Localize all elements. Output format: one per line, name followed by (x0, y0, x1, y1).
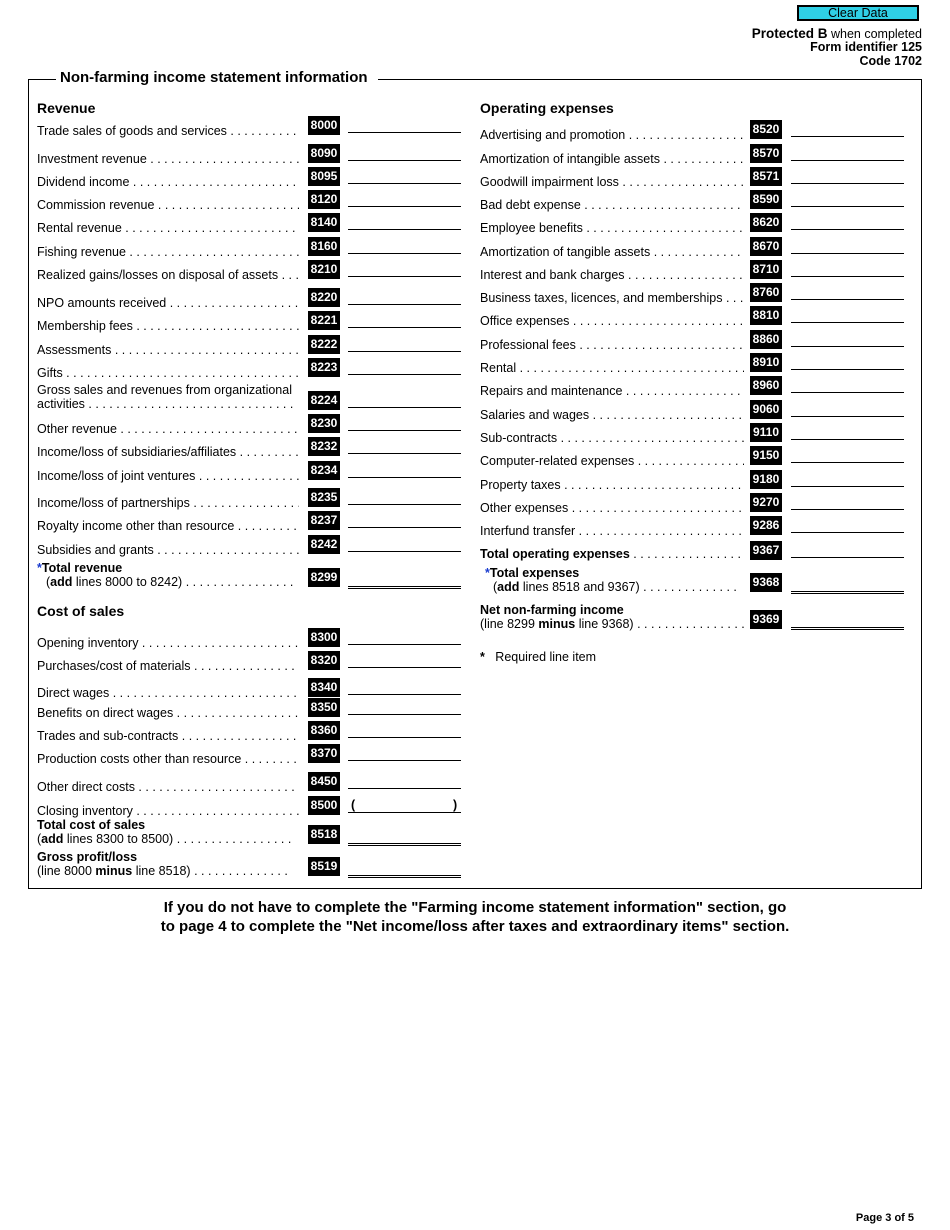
total-cost-lines: lines 8300 to 8500) (66, 832, 174, 846)
row-label-8090: Investment revenue . . . (37, 152, 299, 166)
total-revenue-label: *Total revenue (add lines 8000 to 8242) . . . . . . . . . . . . . . . . (37, 561, 294, 589)
row-label-8910: Rental . . . (480, 361, 744, 375)
row-label-8095: Dividend income . . . (37, 175, 299, 189)
net-income-text: Net non-farming income (480, 603, 624, 617)
row-label-8350: Benefits on direct wages . . . (37, 706, 299, 720)
total-operating-field[interactable] (791, 557, 904, 558)
required-star: * (485, 566, 490, 580)
code-8224: 8224 (308, 391, 340, 410)
code-8960: 8960 (750, 376, 782, 395)
required-star: * (37, 561, 42, 575)
field-8230[interactable] (348, 430, 461, 431)
field-8235[interactable] (348, 504, 461, 505)
field-8960[interactable] (791, 392, 904, 393)
code-9369: 9369 (750, 610, 782, 629)
form-code: Code 1702 (859, 54, 922, 68)
revenue-heading: Revenue (37, 100, 96, 116)
code-8320: 8320 (308, 651, 340, 670)
field-8710[interactable] (791, 276, 904, 277)
field-8810[interactable] (791, 322, 904, 323)
field-8120[interactable] (348, 206, 461, 207)
dot-leader: . . . . . . . . . . . . . . . . (633, 547, 741, 561)
field-8760[interactable] (791, 299, 904, 300)
row-label-8670: Amortization of tangible assets . . . (480, 245, 744, 259)
asterisk: * (480, 650, 485, 664)
code-8670: 8670 (750, 237, 782, 256)
row-label-8221: Membership fees . . . (37, 319, 299, 333)
field-9110[interactable] (791, 439, 904, 440)
row-label-8000: Trade sales of goods and services . . . (37, 124, 299, 138)
required-note-text: Required line item (495, 650, 597, 664)
code-8232: 8232 (308, 437, 340, 456)
field-8222[interactable] (348, 351, 461, 352)
open-paren: ( (351, 798, 356, 812)
field-8242[interactable] (348, 551, 461, 552)
code-8710: 8710 (750, 260, 782, 279)
code-9368: 9368 (750, 573, 782, 592)
net-income-label (480, 603, 745, 631)
field-8160[interactable] (348, 253, 461, 254)
field-9060[interactable] (791, 416, 904, 417)
field-8570[interactable] (791, 160, 904, 161)
row-label-8620: Employee benefits . . . (480, 221, 744, 235)
row-label-8242: Subsidies and grants . . . (37, 543, 299, 557)
gross-profit-label (37, 850, 288, 878)
row-label-8223: Gifts . . . (37, 366, 299, 380)
field-8210[interactable] (348, 276, 461, 277)
total-expenses-lines: lines 8518 and 9367) (522, 580, 640, 594)
row-label-8140: Rental revenue . . . (37, 221, 299, 235)
protected-text: Protected B (751, 26, 828, 41)
total-revenue-field[interactable] (348, 586, 461, 589)
protected-b-label (752, 26, 922, 41)
total-cost-of-sales-label: Total cost of sales (add lines 8300 to 8500) . . . . . . . . . . . . . . . . . (37, 818, 292, 846)
add-word: add (41, 832, 64, 846)
row-label-9150: Computer-related expenses . . . (480, 454, 744, 468)
net-post: line 9368) (578, 617, 634, 631)
field-8000[interactable] (348, 132, 461, 133)
code-9270: 9270 (750, 493, 782, 512)
field-8590[interactable] (791, 206, 904, 207)
field-8223[interactable] (348, 374, 461, 375)
dot-leader: . . . . . . . . . . . . . . . . (637, 617, 745, 631)
code-8370: 8370 (308, 744, 340, 763)
total-operating-text: Total operating expenses (480, 547, 630, 561)
add-word: add (497, 580, 520, 594)
code-9180: 9180 (750, 470, 782, 489)
code-9286: 9286 (750, 516, 782, 535)
clear-data-button[interactable]: Clear Data (797, 5, 919, 21)
row-label-8570: Amortization of intangible assets . . . (480, 152, 744, 166)
code-8340: 8340 (308, 678, 340, 697)
row-label-8360: Trades and sub-contracts . . . (37, 729, 299, 743)
code-8220: 8220 (308, 288, 340, 307)
code-9060: 9060 (750, 400, 782, 419)
field-9270[interactable] (791, 509, 904, 510)
code-8910: 8910 (750, 353, 782, 372)
field-8360[interactable] (348, 737, 461, 738)
required-note (480, 650, 596, 664)
field-8095[interactable] (348, 183, 461, 184)
code-8242: 8242 (308, 535, 340, 554)
row-label-8370: Production costs other than resource . . . (37, 752, 299, 766)
dot-leader: . . . . . . . . . . . . . . (194, 864, 288, 878)
row-label-8210: Realized gains/losses on disposal of assets . . . (37, 268, 299, 282)
field-9286[interactable] (791, 532, 904, 533)
code-8300: 8300 (308, 628, 340, 647)
code-9367: 9367 (750, 541, 782, 560)
code-8520: 8520 (750, 120, 782, 139)
add-word: add (50, 575, 73, 589)
code-8571: 8571 (750, 167, 782, 186)
code-8090: 8090 (308, 144, 340, 163)
row-label-8960: Repairs and maintenance . . . (480, 384, 744, 398)
code-8500: 8500 (308, 796, 340, 815)
field-8500[interactable] (348, 812, 461, 813)
row-label-8230: Other revenue . . . (37, 422, 299, 436)
field-8520[interactable] (791, 136, 904, 137)
row-label-8571: Goodwill impairment loss . . . (480, 175, 744, 189)
row-label-line2: activities (37, 397, 85, 411)
net-pre: (line 8299 (480, 617, 535, 631)
code-8299: 8299 (308, 568, 340, 587)
close-paren: ) (453, 798, 458, 812)
code-8210: 8210 (308, 260, 340, 279)
total-revenue-text: Total revenue (41, 561, 123, 575)
code-8519: 8519 (308, 857, 340, 876)
row-label-8500: Closing inventory . . . (37, 804, 299, 818)
row-label-8860: Professional fees . . . (480, 338, 744, 352)
gross-pre: (line 8000 (37, 864, 92, 878)
field-8350[interactable] (348, 714, 461, 715)
row-label-8450: Other direct costs . . . (37, 780, 299, 794)
field-9180[interactable] (791, 486, 904, 487)
code-8860: 8860 (750, 330, 782, 349)
section-title: Non-farming income statement information (56, 69, 378, 86)
row-label-8520: Advertising and promotion . . . (480, 128, 744, 142)
dot-leader: . . . . . . . . . . . . . . . . . (176, 832, 292, 846)
row-label-8300: Opening inventory . . . (37, 636, 299, 650)
code-8570: 8570 (750, 144, 782, 163)
cost-of-sales-heading: Cost of sales (37, 603, 125, 619)
field-8220[interactable] (348, 304, 461, 305)
code-8350: 8350 (308, 698, 340, 717)
code-8450: 8450 (308, 772, 340, 791)
gross-profit-field[interactable] (348, 875, 461, 878)
farming-instruction-line-2: to page 4 to complete the "Net income/loss after taxes and extraordinary items" section. (160, 918, 790, 935)
row-label-8235: Income/loss of partnerships . . . (37, 496, 299, 510)
total-revenue-lines: lines 8000 to 8242) (75, 575, 183, 589)
field-8450[interactable] (348, 788, 461, 789)
code-8360: 8360 (308, 721, 340, 740)
row-label-8340: Direct wages . . . (37, 686, 299, 700)
field-8224[interactable] (348, 407, 461, 408)
row-label-9180: Property taxes . . . (480, 478, 744, 492)
row-label-line1: Gross sales and revenues from organizational (37, 383, 292, 397)
total-cost-of-sales-text: Total cost of sales (37, 818, 146, 832)
row-label-8320: Purchases/cost of materials . . . (37, 659, 299, 673)
code-8590: 8590 (750, 190, 782, 209)
row-label-8810: Office expenses . . . (480, 314, 744, 328)
page-number: Page 3 of 5 (855, 1212, 914, 1224)
row-label-8224 (37, 383, 299, 415)
gross-profit-text: Gross profit/loss (37, 850, 138, 864)
field-8221[interactable] (348, 327, 461, 328)
gross-post: line 8518) (135, 864, 191, 878)
total-expenses-field[interactable] (791, 591, 904, 594)
code-8235: 8235 (308, 488, 340, 507)
code-8221: 8221 (308, 311, 340, 330)
row-label-9060: Salaries and wages . . . (480, 408, 744, 422)
row-label-8234: Income/loss of joint ventures . . . (37, 469, 299, 483)
code-8810: 8810 (750, 306, 782, 325)
field-8571[interactable] (791, 183, 904, 184)
code-8140: 8140 (308, 213, 340, 232)
minus-word: minus (95, 864, 133, 878)
code-8120: 8120 (308, 190, 340, 209)
code-8620: 8620 (750, 213, 782, 232)
row-label-8237: Royalty income other than resource . . . (37, 519, 299, 533)
code-8230: 8230 (308, 414, 340, 433)
code-8000: 8000 (308, 116, 340, 135)
row-label-9110: Sub-contracts . . . (480, 431, 744, 445)
code-8160: 8160 (308, 237, 340, 256)
field-8670[interactable] (791, 253, 904, 254)
row-label-8232: Income/loss of subsidiaries/affiliates . . . (37, 445, 299, 459)
minus-word: minus (538, 617, 576, 631)
field-8090[interactable] (348, 160, 461, 161)
code-8237: 8237 (308, 511, 340, 530)
field-8860[interactable] (791, 346, 904, 347)
row-label-8120: Commission revenue . . . (37, 198, 299, 212)
total-expenses-text: Total expenses (489, 566, 580, 580)
field-8320[interactable] (348, 667, 461, 668)
field-8232[interactable] (348, 453, 461, 454)
row-label-8222: Assessments . . . (37, 343, 299, 357)
operating-expenses-heading: Operating expenses (480, 100, 614, 116)
code-9150: 9150 (750, 446, 782, 465)
row-label-8220: NPO amounts received . . . (37, 296, 299, 310)
net-income-field[interactable] (791, 627, 904, 630)
farming-instruction (0, 898, 950, 936)
code-8223: 8223 (308, 358, 340, 377)
total-expenses-label: *Total expenses (add lines 8518 and 9367) . . . . . . . . . . . . . . (485, 566, 737, 594)
field-8620[interactable] (791, 229, 904, 230)
total-cost-of-sales-field[interactable] (348, 843, 461, 846)
field-8140[interactable] (348, 229, 461, 230)
row-label-8710: Interest and bank charges . . . (480, 268, 744, 282)
farming-instruction-line-1: If you do not have to complete the "Farming income statement information" section, go (163, 899, 787, 916)
code-8760: 8760 (750, 283, 782, 302)
dot-leader: . . . . . . . . . . . . . . . . . . . . . . . . . . . . . . (88, 397, 294, 411)
when-completed-text: when completed (830, 27, 922, 41)
field-8370[interactable] (348, 760, 461, 761)
row-label-8160: Fishing revenue . . . (37, 245, 299, 259)
row-label-8590: Bad debt expense . . . (480, 198, 744, 212)
row-label-9286: Interfund transfer . . . (480, 524, 744, 538)
form-identifier: Form identifier 125 (810, 40, 922, 54)
row-label-9270: Other expenses . . . (480, 501, 744, 515)
code-8222: 8222 (308, 335, 340, 354)
code-9110: 9110 (750, 423, 782, 442)
field-8340[interactable] (348, 694, 461, 695)
field-8300[interactable] (348, 644, 461, 645)
field-8910[interactable] (791, 369, 904, 370)
code-8095: 8095 (308, 167, 340, 186)
field-9150[interactable] (791, 462, 904, 463)
field-8234[interactable] (348, 477, 461, 478)
row-label-8760: Business taxes, licences, and memberships . . . (480, 291, 744, 305)
code-8518: 8518 (308, 825, 340, 844)
field-8237[interactable] (348, 527, 461, 528)
dot-leader: . . . . . . . . . . . . . . . . (185, 575, 294, 589)
total-operating-label (480, 547, 741, 561)
dot-leader: . . . . . . . . . . . . . . (643, 580, 737, 594)
code-8234: 8234 (308, 461, 340, 480)
